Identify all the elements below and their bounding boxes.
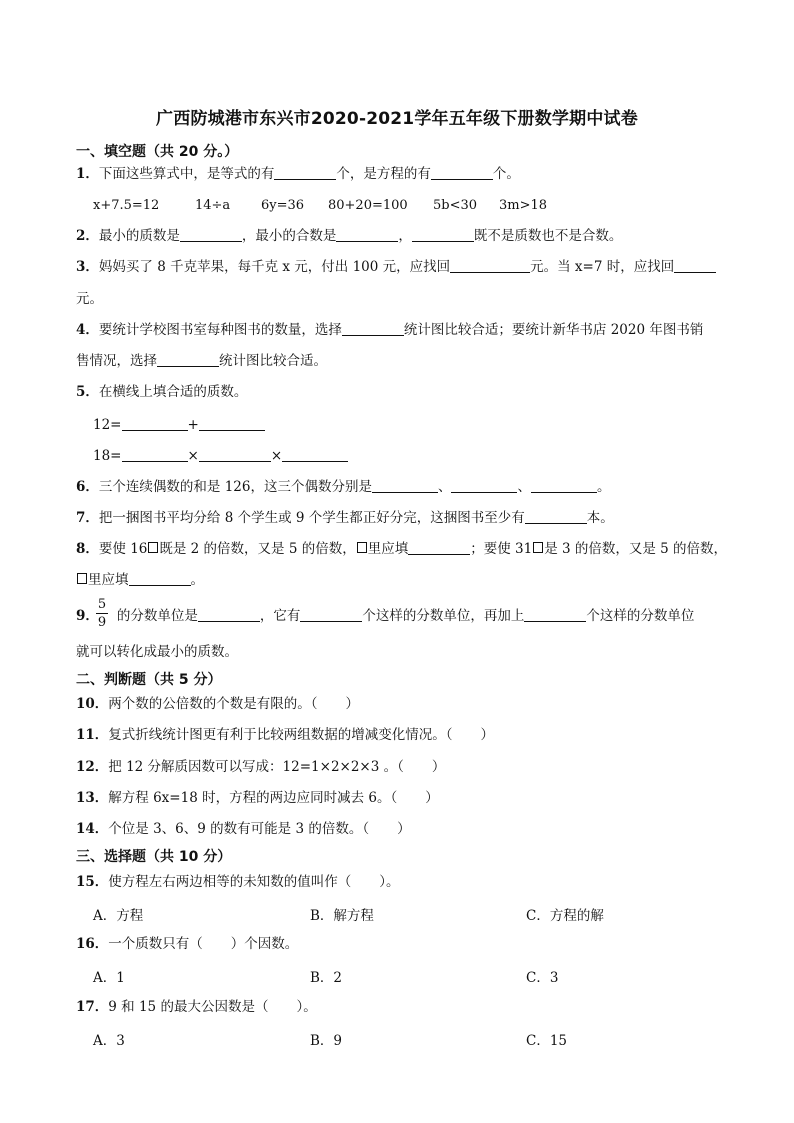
fraction-denominator: 9	[97, 615, 107, 630]
question-number: 17．	[76, 999, 109, 1015]
question-text: 解方程 6x=18 时，方程的两边应同时减去 6。（	[108, 790, 398, 806]
question-4-cont	[76, 352, 327, 370]
question-number: 3．	[76, 259, 99, 275]
question-text: 、	[517, 479, 531, 495]
option-b[interactable]: B．解方程	[310, 908, 374, 924]
section-heading-fill-in: 一、填空题（共 20 分。）	[76, 144, 239, 160]
question-9-cont: 就可以转化成最小的质数。	[76, 644, 238, 660]
option-b[interactable]: B．9	[310, 1033, 343, 1049]
question-number: 5．	[76, 384, 99, 400]
option-b[interactable]: B．2	[310, 970, 343, 986]
question-text: 售情况，选择	[76, 353, 157, 369]
question-text: +	[187, 417, 199, 433]
expression: 5b<30	[433, 198, 478, 213]
question-text: 里应填	[367, 541, 409, 557]
question-text: ）。	[379, 874, 400, 890]
question-text: 9 和 15 的最大公因数是（	[108, 999, 269, 1015]
placeholder-box-icon	[533, 542, 543, 553]
answer-blank[interactable]	[300, 607, 362, 622]
question-text: ）	[480, 727, 495, 743]
placeholder-box-icon	[148, 542, 158, 553]
question-number: 9．	[76, 608, 99, 624]
question-16	[76, 935, 298, 953]
option-c[interactable]: C．方程的解	[526, 908, 604, 924]
question-text: 要统计学校图书室每种图书的数量，选择	[98, 322, 342, 338]
fraction-numerator: 5	[97, 597, 107, 612]
question-7	[76, 509, 614, 527]
question-number: 1．	[76, 166, 99, 182]
question-4	[76, 321, 703, 339]
answer-blank[interactable]	[431, 165, 493, 180]
question-3	[76, 258, 716, 276]
option-a[interactable]: A．1	[93, 970, 125, 986]
question-text: 把一捆图书平均分给 8 个学生或 9 个学生都正好分完，这捆图书至少有	[98, 510, 525, 526]
question-15	[76, 873, 400, 891]
question-text: 在横线上填合适的质数。	[98, 384, 248, 400]
question-number: 11．	[76, 727, 109, 743]
question-text: ）	[397, 821, 411, 837]
question-text: 、	[437, 479, 452, 495]
question-text: 下面这些算式中，是等式的有	[98, 166, 275, 182]
question-text: ）个因数。	[230, 936, 299, 952]
question-text: 。	[190, 572, 204, 588]
question-10	[76, 695, 359, 713]
question-number: 8．	[76, 541, 99, 557]
question-number: 14．	[76, 821, 109, 837]
question-11	[76, 726, 494, 744]
question-text: 个。	[492, 166, 520, 182]
question-5-line2	[93, 447, 348, 465]
question-5	[76, 383, 247, 401]
answer-blank[interactable]	[336, 227, 398, 242]
question-3-cont: 元。	[76, 291, 103, 307]
answer-blank[interactable]	[122, 447, 188, 462]
question-text: 个这样的分数单位	[586, 608, 695, 624]
question-text: 个这样的分数单位，再加上	[362, 608, 525, 624]
option-a[interactable]: A．3	[93, 1033, 125, 1049]
question-9	[76, 607, 694, 625]
expression: 3m>18	[499, 198, 548, 213]
question-text: 元。当 x=7 时，应找回	[530, 259, 675, 275]
expression: 80+20=100	[328, 198, 408, 213]
answer-blank[interactable]	[372, 478, 438, 493]
question-5-line1	[93, 416, 265, 434]
question-text: 使方程左右两边相等的未知数的值叫作（	[108, 874, 352, 890]
answer-blank[interactable]	[524, 607, 586, 622]
question-14	[76, 820, 411, 838]
question-number: 16．	[76, 936, 109, 952]
question-2	[76, 227, 622, 245]
answer-blank[interactable]	[198, 607, 260, 622]
question-text: 妈妈买了 8 千克苹果，每千克 x 元，付出 100 元，应找回	[98, 259, 451, 275]
question-6	[76, 478, 610, 496]
question-text: ，	[398, 228, 412, 244]
fraction-five-ninths	[96, 597, 108, 630]
answer-blank[interactable]	[451, 478, 517, 493]
option-c[interactable]: C．15	[526, 1033, 568, 1049]
answer-blank[interactable]	[180, 227, 242, 242]
answer-blank[interactable]	[408, 540, 470, 555]
question-8-cont	[76, 571, 204, 589]
question-number: 7．	[76, 510, 99, 526]
question-13	[76, 789, 439, 807]
answer-blank[interactable]	[282, 447, 348, 462]
option-a[interactable]: A．方程	[93, 908, 144, 924]
question-text: 要使 16	[98, 541, 148, 557]
question-text: 个位是 3、6、9 的数有可能是 3 的倍数。（	[108, 821, 370, 837]
expression: x+7.5=12	[93, 198, 160, 213]
question-8	[76, 540, 727, 558]
question-text: 把 12 分解质因数可以写成：12=1×2×2×3 。（	[108, 759, 404, 775]
answer-blank[interactable]	[525, 509, 587, 524]
section-heading-multiple-choice: 三、选择题（共 10 分）	[76, 849, 232, 865]
question-text: 里应填	[88, 572, 129, 588]
question-text: 三个连续偶数的和是 126，这三个偶数分别是	[98, 479, 372, 495]
answer-blank[interactable]	[157, 352, 219, 367]
question-text: 的分数单位是	[116, 608, 198, 624]
answer-blank[interactable]	[274, 165, 336, 180]
question-text: ×	[187, 448, 199, 464]
question-number: 10．	[76, 696, 109, 712]
question-text: ）	[345, 696, 360, 712]
question-number: 4．	[76, 322, 99, 338]
question-text: ，它有	[259, 608, 301, 624]
question-text: 12=	[93, 417, 122, 433]
expression: 6y=36	[261, 198, 305, 213]
question-text: ；要使 31	[470, 541, 533, 557]
question-text: 一个质数只有（	[108, 936, 203, 952]
question-text: 复式折线统计图更有利于比较两组数据的增减变化情况。（	[108, 727, 453, 743]
question-text: 是 3 的倍数，又是 5 的倍数，	[544, 541, 728, 557]
answer-blank[interactable]	[674, 258, 716, 273]
question-text: ）	[431, 759, 446, 775]
question-text: 本。	[586, 510, 614, 526]
section-heading-true-false: 二、判断题（共 5 分）	[76, 672, 222, 688]
placeholder-box-icon	[77, 573, 87, 584]
question-text: 18=	[93, 448, 122, 464]
question-17	[76, 998, 317, 1016]
answer-blank[interactable]	[199, 416, 265, 431]
question-12	[76, 758, 445, 776]
question-number: 13．	[76, 790, 109, 806]
answer-blank[interactable]	[531, 478, 597, 493]
question-number: 15．	[76, 874, 109, 890]
question-number: 12．	[76, 759, 109, 775]
page-title: 广西防城港市东兴市2020-2021学年五年级下册数学期中试卷	[156, 109, 638, 129]
question-text: 最小的质数是	[98, 228, 180, 244]
question-text: 个，是方程的有	[336, 166, 431, 182]
answer-blank[interactable]	[199, 447, 271, 462]
question-text: ×	[270, 448, 283, 464]
question-text: 既是 2 的倍数，又是 5 的倍数，	[159, 541, 356, 557]
option-c[interactable]: C．3	[526, 970, 559, 986]
question-text: 既不是质数也不是合数。	[473, 228, 623, 244]
question-number: 2．	[76, 228, 99, 244]
answer-blank[interactable]	[412, 227, 474, 242]
question-text: 统计图比较合适。	[219, 353, 327, 369]
answer-blank[interactable]	[450, 258, 530, 273]
question-number: 6．	[76, 479, 99, 495]
answer-blank[interactable]	[342, 321, 404, 336]
question-1	[76, 165, 520, 183]
answer-blank[interactable]	[122, 416, 188, 431]
placeholder-box-icon	[357, 542, 367, 553]
question-text: 统计图比较合适；要统计新华书店 2020 年图书销	[403, 322, 704, 338]
question-text: 。	[596, 479, 611, 495]
answer-blank[interactable]	[129, 571, 191, 586]
question-text: ，最小的合数是	[241, 228, 337, 244]
question-text: ）。	[296, 999, 317, 1015]
question-text: 两个数的公倍数的个数是有限的。（	[108, 696, 318, 712]
expression: 14÷a	[195, 198, 231, 213]
question-text: ）	[425, 790, 439, 806]
